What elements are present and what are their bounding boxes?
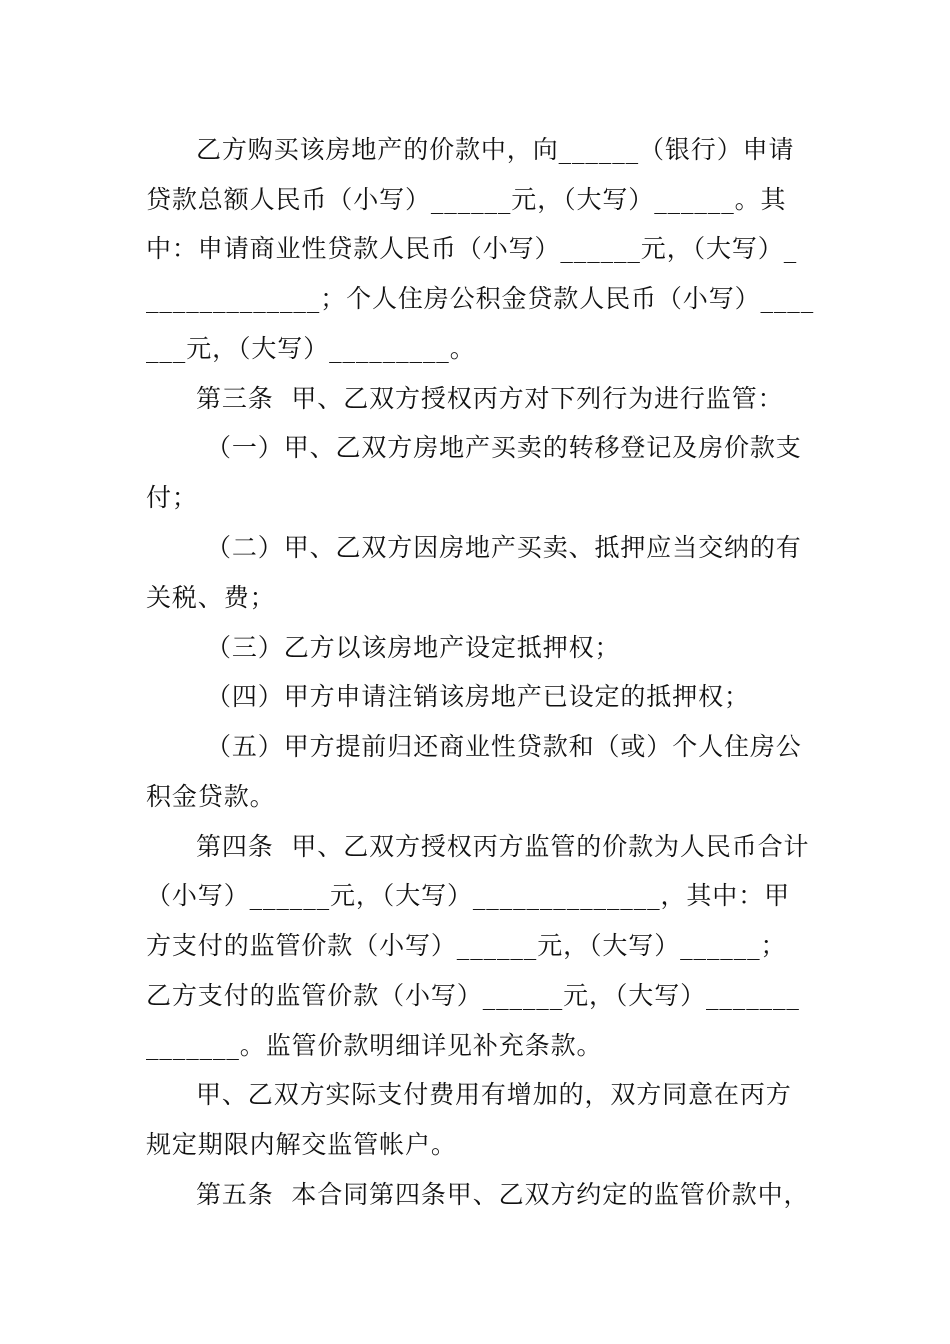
article-heading: 第五条 本合同第四条甲、乙双方约定的监管价款中， (196, 1180, 810, 1209)
text-line: 积金贷款。 (146, 782, 276, 811)
text-line: 规定期限内解交监管帐户。 (146, 1130, 457, 1159)
text-line: 关税、费； (146, 583, 276, 612)
text-line: 贷款总额人民币（小写）______元，（大写）______。其 (146, 185, 787, 214)
text-line: 方支付的监管价款（小写）______元，（大写）______； (146, 931, 787, 960)
text-line: （三）乙方以该房地产设定抵押权； (206, 633, 621, 662)
text-line: 乙方购买该房地产的价款中，向______（银行）申请 (196, 135, 795, 164)
text-line: 乙方支付的监管价款（小写）______元，（大写）_______ (146, 981, 800, 1010)
text-line: ___元，（大写）_________。 (146, 334, 476, 363)
text-line: （一）甲、乙双方房地产买卖的转移登记及房价款支 (206, 433, 802, 462)
text-line: _______。监管价款明细详见补充条款。 (146, 1031, 603, 1060)
text-line: _____________；个人住房公积金贷款人民币（小写）____ (146, 284, 815, 313)
text-line: 甲、乙双方实际支付费用有增加的，双方同意在丙方 (196, 1080, 792, 1109)
text-line: （五）甲方提前归还商业性贷款和（或）个人住房公 (206, 732, 802, 761)
text-line: （二）甲、乙双方因房地产买卖、抵押应当交纳的有 (206, 533, 802, 562)
text-line: 付； (146, 483, 198, 512)
text-line: 中：申请商业性贷款人民币（小写）______元，（大写）_ (146, 234, 798, 263)
article-heading: 第四条 甲、乙双方授权丙方监管的价款为人民币合计 (196, 832, 810, 861)
article-heading: 第三条 甲、乙双方授权丙方对下列行为进行监管： (196, 384, 784, 413)
text-line: （四）甲方申请注销该房地产已设定的抵押权； (206, 682, 750, 711)
text-line: （小写）______元，（大写）______________，其中：甲 (146, 881, 791, 910)
